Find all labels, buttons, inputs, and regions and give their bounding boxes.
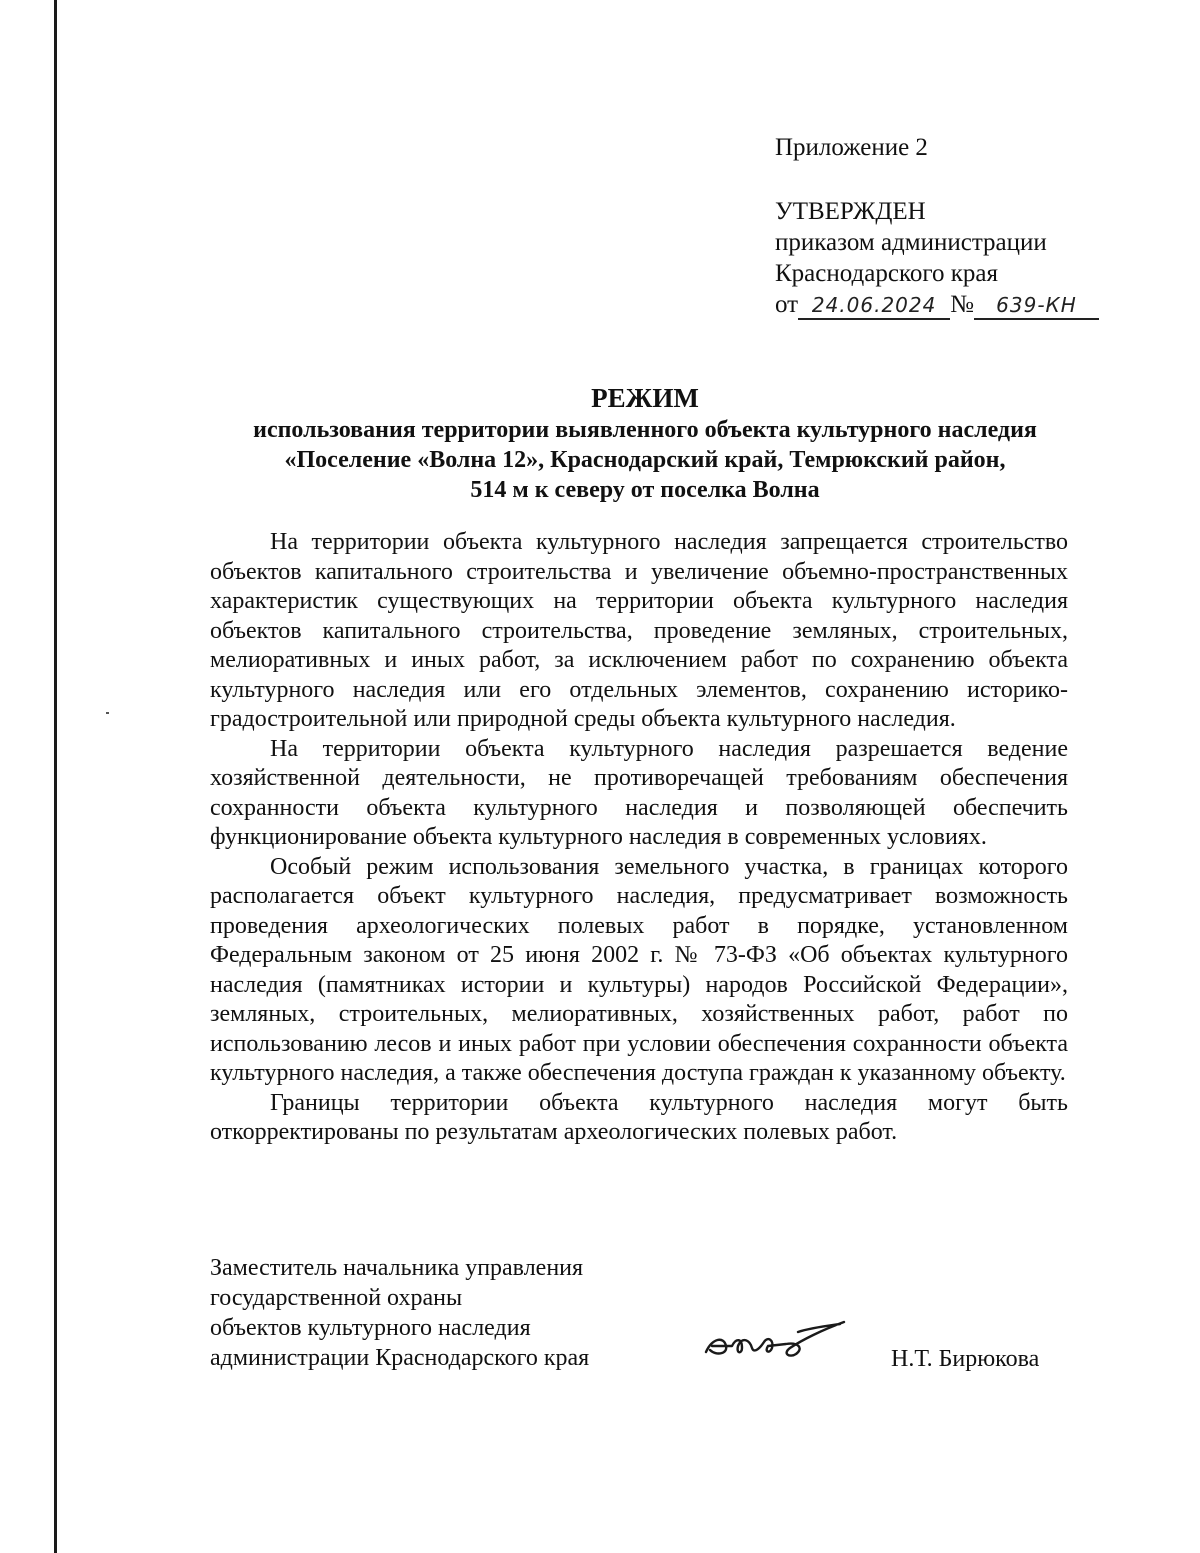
signer-name: Н.Т. Бирюкова (891, 1346, 1040, 1372)
signer-position (210, 1253, 589, 1373)
paragraph-permissions: На территории объекта культурного наследия разрешается ведение хозяйственной деятельности, не противоречащей требованиям обеспечения сохранности объекта культурного наследия и позволяющей обеспечить функционирование объекта культурного наследия в современных условиях. (210, 735, 1068, 850)
signer-position-line-4: администрации Краснодарского края (210, 1345, 590, 1371)
approval-stamp-block (775, 196, 1099, 320)
paragraph-prohibitions: На территории объекта культурного наследия запрещается строительство объектов капитального строительства и увеличение объемно-пространственных характеристик существующих на территории объекта культурного наследия объектов капитального строительства, проведение земляных, строительных, мелиоративных и иных работ, за исключением работ по сохранению объекта культурного наследия или его отдельных элементов, сохранению историко-градостроительной или природной среды объекта культурного наследия. (210, 529, 1068, 732)
appendix-label: Приложение 2 (775, 134, 928, 161)
order-number-prefix: № (950, 291, 974, 318)
signer-position-line-2: государственной охраны (210, 1285, 463, 1311)
signer-position-line-3: объектов культурного наследия (210, 1315, 531, 1341)
scan-edge-line (54, 0, 57, 1553)
document-body (210, 528, 1068, 1148)
scan-speck (106, 712, 109, 714)
order-number-field (974, 292, 1099, 320)
order-date-prefix: от (775, 291, 799, 318)
order-number-handwritten: 639-КН (996, 293, 1077, 317)
title-main: РЕЖИМ (591, 383, 699, 413)
title-line-1: использования территории выявленного объекта культурного наследия (253, 417, 1037, 443)
order-date-field (798, 292, 950, 320)
handwritten-signature (702, 1318, 847, 1366)
title-line-3: 514 м к северу от поселка Волна (470, 477, 820, 503)
signer-position-line-1: Заместитель начальника управления (210, 1255, 584, 1281)
order-date-handwritten: 24.06.2024 (811, 293, 937, 317)
order-date-number-line (775, 289, 1099, 320)
document-title (150, 381, 1140, 505)
paragraph-special-regime: Особый режим использования земельного участка, в границах которого располагается объект культурного наследия, предусматривает возможность проведения археологических полевых работ в порядке, установленном Федеральным законом от 25 июня 2002 г. № 73-ФЗ «Об объектах культурного наследия (памятниках истории и культуры) народов Российской Федерации», земляных, строительных, мелиоративных, хозяйственных работ, работ по использованию лесов и иных работ при условии обеспечения сохранности объекта культурного наследия, а также обеспечения доступа граждан к указанному объекту. (210, 853, 1068, 1086)
approved-heading: УТВЕРЖДЕН (775, 198, 926, 225)
approved-authority: Краснодарского края (775, 260, 998, 287)
approved-by-order: приказом администрации (775, 229, 1047, 256)
paragraph-boundaries: Границы территории объекта культурного наследия могут быть откорректированы по результатам археологических полевых работ. (210, 1089, 1068, 1145)
title-line-2: «Поселение «Волна 12», Краснодарский край, Темрюкский район, (284, 447, 1006, 473)
